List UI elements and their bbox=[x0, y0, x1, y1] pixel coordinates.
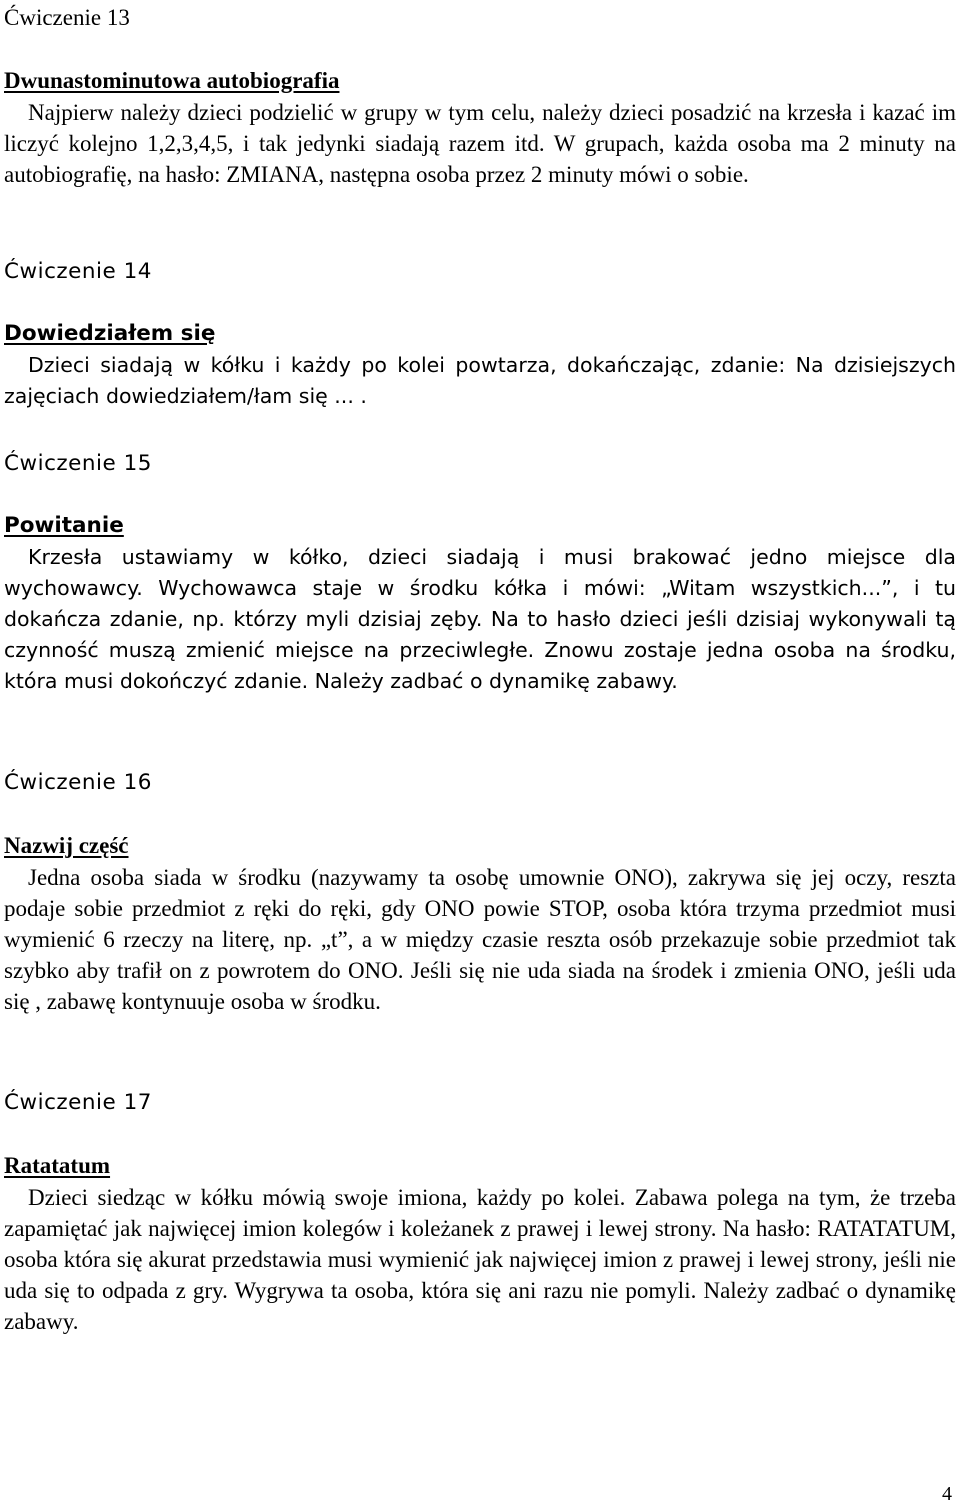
exercise-14 bbox=[4, 256, 956, 412]
page-number: 4 bbox=[942, 1483, 952, 1505]
exercise-number: Ćwiczenie 13 bbox=[4, 5, 130, 30]
exercise-title: Dwunastominutowa autobiografia bbox=[4, 68, 340, 93]
exercise-17 bbox=[4, 1087, 956, 1337]
exercise-number: Ćwiczenie 15 bbox=[4, 451, 152, 476]
exercise-description: Najpierw należy dzieci podzielić w grupy w tym celu, należy dzieci posadzić na krzesła i kazać im liczyć kolejno 1,2,3,4,5, i tak jedynki siadają razem itd. W grupach, każda osoba ma 2 minuty na autobiografię, na hasło: ZMIANA, następna osoba przez 2 minuty mówi o sobie. bbox=[4, 100, 956, 187]
exercise-title: Powitanie bbox=[4, 513, 124, 538]
exercise-number: Ćwiczenie 14 bbox=[4, 259, 152, 284]
exercise-16 bbox=[4, 767, 956, 1017]
exercise-description: Krzesła ustawiamy w kółko, dzieci siadają i musi brakować jedno miejsce dla wychowawcy. Wychowawca staje w środku kółka i mówi: „Witam wszystkich...”, i tu dokańcza zdanie, np. którzy myli dzisiaj zęby. Na to hasło dzieci jeśli dzisiaj wykonywali tą czynność muszą zmienić miejsce na przeciwległe. Znowu zostaje jedna osoba na środku, która musi dokończyć zdanie. Należy zadbać o dynamikę zabawy. bbox=[4, 545, 956, 693]
exercise-description: Dzieci siadają w kółku i każdy po kolei powtarza, dokańczając, zdanie: Na dzisiejszych zajęciach dowiedziałem/łam się ... . bbox=[4, 353, 956, 408]
exercise-number: Ćwiczenie 17 bbox=[4, 1090, 152, 1115]
exercise-description: Jedna osoba siada w środku (nazywamy ta osobę umownie ONO), zakrywa się jej oczy, reszta podaje sobie przedmiot z ręki do ręki, gdy ONO powie STOP, osoba która trzyma przedmiot musi wymienić 6 rzeczy na literę, np. „t”, a w między czasie reszta osób przekazuje sobie przedmiot tak szybko aby trafił on z powrotem do ONO. Jeśli się nie uda siada na środek i zmienia ONO, jeśli uda się , zabawę kontynuuje osoba w środku. bbox=[4, 865, 956, 1014]
exercise-title: Dowiedziałem się bbox=[4, 321, 216, 346]
exercise-description: Dzieci siedząc w kółku mówią swoje imiona, każdy po kolei. Zabawa polega na tym, że trzeba zapamiętać jak najwięcej imion kolegów i koleżanek z prawej i lewej strony. Na hasło: RATATATUM, osoba która się akurat przedstawia musi wymienić jak najwięcej imion z prawej i lewej strony, jeśli nie uda się to odpada z gry. Wygrywa ta osoba, która się ani razu nie pomyli. Należy zadbać o dynamikę zabawy. bbox=[4, 1185, 956, 1334]
exercise-title: Ratatatum bbox=[4, 1153, 111, 1178]
exercise-title: Nazwij część bbox=[4, 833, 129, 858]
exercise-15 bbox=[4, 448, 956, 697]
exercise-number: Ćwiczenie 16 bbox=[4, 770, 152, 795]
exercise-13 bbox=[4, 2, 956, 190]
